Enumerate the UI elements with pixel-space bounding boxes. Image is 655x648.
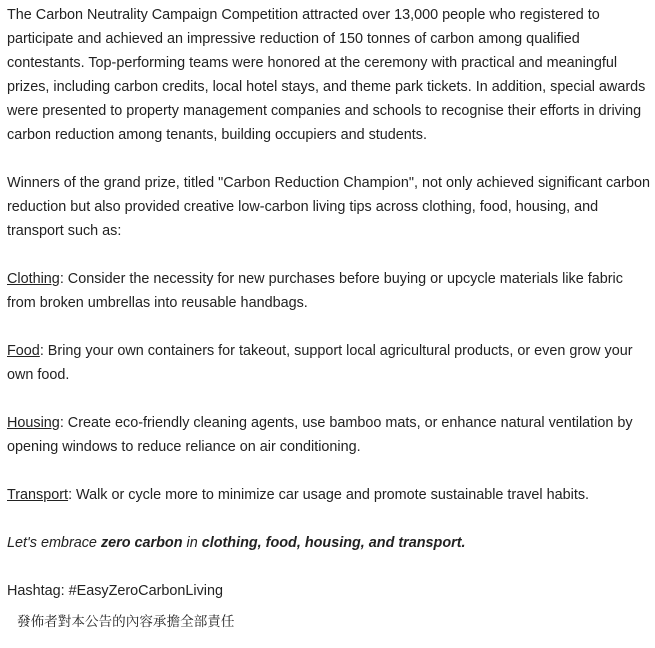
tip-text-clothing: : Consider the necessity for new purchases before buying or upcycle materials like fabric from broken umbrellas into reusable handbags. bbox=[7, 271, 623, 311]
closing-part1: Let's embrace bbox=[7, 535, 101, 551]
tip-clothing bbox=[7, 267, 653, 315]
closing-bold-zero-carbon: zero carbon bbox=[100, 535, 183, 551]
tip-text-food: : Bring your own containers for takeout, support local agricultural products, or even grow your own food. bbox=[7, 343, 633, 383]
closing-part2: in bbox=[182, 535, 202, 551]
hashtag-line: Hashtag: #EasyZeroCarbonLiving bbox=[7, 583, 223, 599]
tip-text-transport: : Walk or cycle more to minimize car usage and promote sustainable travel habits. bbox=[68, 487, 590, 503]
tip-term-food: Food bbox=[7, 343, 40, 359]
article-body bbox=[7, 3, 653, 603]
closing-bold-categories: clothing, food, housing, and transport. bbox=[201, 535, 466, 551]
closing-line bbox=[7, 531, 653, 555]
publisher-disclaimer: 發佈者對本公告的內容承擔全部責任 bbox=[17, 614, 235, 630]
intro-paragraph: The Carbon Neutrality Campaign Competition attracted over 13,000 people who registered to participate and achieved an impressive reduction of 150 tonnes of carbon among qualified contestants. Top-performing teams were honored at the ceremony with practical and meaningful prizes, including carbon credits, local hotel stays, and theme park tickets. In addition, special awards were presented to property management companies and schools to recognise their efforts in driving carbon reduction among tenants, building occupiers and students. bbox=[7, 7, 646, 143]
tip-housing bbox=[7, 411, 653, 459]
tip-term-transport: Transport bbox=[7, 487, 69, 503]
tip-food bbox=[7, 339, 653, 387]
winners-paragraph: Winners of the grand prize, titled "Carbon Reduction Champion", not only achieved significant carbon reduction but also provided creative low-carbon living tips across clothing, food, housing, and transport such as: bbox=[7, 175, 650, 239]
tip-text-housing: : Create eco-friendly cleaning agents, use bamboo mats, or enhance natural ventilation by opening windows to reduce reliance on air conditioning. bbox=[7, 415, 633, 455]
tip-term-clothing: Clothing bbox=[7, 271, 60, 287]
tip-transport bbox=[7, 483, 653, 507]
tip-term-housing: Housing bbox=[7, 415, 60, 431]
